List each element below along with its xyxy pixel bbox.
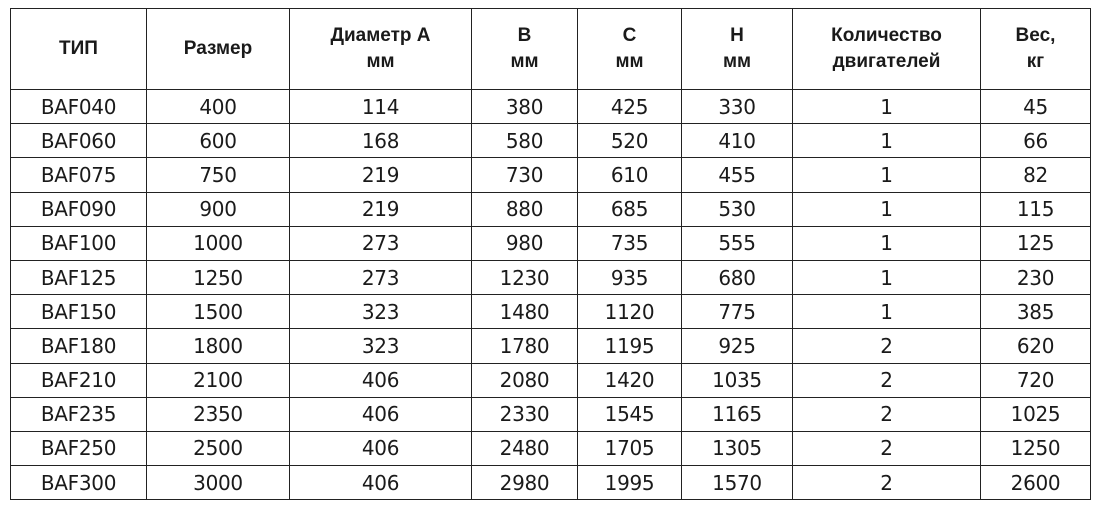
cell-weight: 720 <box>981 363 1091 397</box>
table-row <box>11 363 1091 397</box>
cell-diameter-a: 273 <box>290 260 472 294</box>
header-type <box>11 9 147 90</box>
cell-size: 750 <box>147 158 290 192</box>
cell-motor-count: 1 <box>793 158 981 192</box>
table-row <box>11 260 1091 294</box>
cell-c: 1545 <box>578 397 682 431</box>
cell-type: BAF150 <box>11 295 147 329</box>
header-unit: мм <box>510 51 539 72</box>
cell-type: BAF235 <box>11 397 147 431</box>
cell-diameter-a: 323 <box>290 295 472 329</box>
table-row <box>11 295 1091 329</box>
cell-weight: 1025 <box>981 397 1091 431</box>
header-label: H <box>730 25 744 46</box>
table-header <box>11 9 1091 90</box>
table-row <box>11 158 1091 192</box>
cell-c: 520 <box>578 124 682 158</box>
cell-motor-count: 2 <box>793 363 981 397</box>
cell-diameter-a: 219 <box>290 192 472 226</box>
header-h <box>682 9 793 90</box>
cell-b: 1480 <box>472 295 578 329</box>
cell-motor-count: 1 <box>793 90 981 124</box>
cell-type: BAF100 <box>11 226 147 260</box>
header-c <box>578 9 682 90</box>
header-label: B <box>517 25 532 46</box>
cell-h: 1035 <box>682 363 793 397</box>
cell-type: BAF090 <box>11 192 147 226</box>
cell-motor-count: 1 <box>793 124 981 158</box>
cell-h: 1165 <box>682 397 793 431</box>
cell-motor-count: 2 <box>793 397 981 431</box>
table-row <box>11 466 1091 500</box>
cell-h: 530 <box>682 192 793 226</box>
cell-motor-count: 2 <box>793 329 981 363</box>
cell-type: BAF060 <box>11 124 147 158</box>
header-label: ТИП <box>59 38 98 59</box>
cell-size: 1500 <box>147 295 290 329</box>
specifications-table <box>10 8 1091 500</box>
cell-diameter-a: 168 <box>290 124 472 158</box>
cell-size: 900 <box>147 192 290 226</box>
cell-h: 680 <box>682 260 793 294</box>
cell-b: 880 <box>472 192 578 226</box>
cell-b: 730 <box>472 158 578 192</box>
cell-c: 1995 <box>578 466 682 500</box>
cell-weight: 385 <box>981 295 1091 329</box>
cell-size: 1800 <box>147 329 290 363</box>
cell-c: 1195 <box>578 329 682 363</box>
cell-b: 2480 <box>472 431 578 465</box>
header-b <box>472 9 578 90</box>
cell-b: 1230 <box>472 260 578 294</box>
cell-motor-count: 2 <box>793 431 981 465</box>
cell-diameter-a: 323 <box>290 329 472 363</box>
cell-h: 1570 <box>682 466 793 500</box>
cell-weight: 2600 <box>981 466 1091 500</box>
cell-type: BAF125 <box>11 260 147 294</box>
cell-b: 580 <box>472 124 578 158</box>
cell-diameter-a: 406 <box>290 466 472 500</box>
cell-size: 3000 <box>147 466 290 500</box>
cell-size: 1250 <box>147 260 290 294</box>
cell-motor-count: 1 <box>793 295 981 329</box>
table-body <box>11 90 1091 500</box>
cell-h: 555 <box>682 226 793 260</box>
cell-type: BAF210 <box>11 363 147 397</box>
table-row <box>11 226 1091 260</box>
cell-type: BAF300 <box>11 466 147 500</box>
table-row <box>11 431 1091 465</box>
cell-motor-count: 1 <box>793 226 981 260</box>
header-row <box>11 9 1091 90</box>
cell-diameter-a: 406 <box>290 397 472 431</box>
header-unit: кг <box>1026 51 1045 72</box>
cell-weight: 115 <box>981 192 1091 226</box>
header-label: Диаметр А <box>330 25 431 46</box>
cell-h: 1305 <box>682 431 793 465</box>
header-label: Вес, <box>1015 25 1056 46</box>
cell-motor-count: 2 <box>793 466 981 500</box>
cell-diameter-a: 406 <box>290 363 472 397</box>
header-unit: двигателей <box>832 51 941 72</box>
cell-diameter-a: 406 <box>290 431 472 465</box>
header-label: Количество <box>831 25 942 46</box>
cell-c: 735 <box>578 226 682 260</box>
cell-weight: 82 <box>981 158 1091 192</box>
cell-c: 1120 <box>578 295 682 329</box>
cell-size: 2350 <box>147 397 290 431</box>
cell-c: 1420 <box>578 363 682 397</box>
cell-h: 775 <box>682 295 793 329</box>
cell-weight: 1250 <box>981 431 1091 465</box>
cell-c: 425 <box>578 90 682 124</box>
cell-h: 330 <box>682 90 793 124</box>
cell-diameter-a: 219 <box>290 158 472 192</box>
header-unit: мм <box>366 51 395 72</box>
cell-b: 1780 <box>472 329 578 363</box>
cell-b: 2980 <box>472 466 578 500</box>
header-label: Размер <box>183 38 253 59</box>
cell-type: BAF040 <box>11 90 147 124</box>
table-row <box>11 397 1091 431</box>
cell-size: 2500 <box>147 431 290 465</box>
header-diameter-a <box>290 9 472 90</box>
cell-weight: 125 <box>981 226 1091 260</box>
cell-h: 455 <box>682 158 793 192</box>
header-size <box>147 9 290 90</box>
header-motor-count <box>793 9 981 90</box>
cell-size: 600 <box>147 124 290 158</box>
cell-diameter-a: 114 <box>290 90 472 124</box>
table-row <box>11 192 1091 226</box>
cell-size: 1000 <box>147 226 290 260</box>
cell-c: 610 <box>578 158 682 192</box>
cell-b: 2080 <box>472 363 578 397</box>
cell-weight: 230 <box>981 260 1091 294</box>
cell-c: 935 <box>578 260 682 294</box>
header-weight <box>981 9 1091 90</box>
cell-weight: 620 <box>981 329 1091 363</box>
cell-h: 410 <box>682 124 793 158</box>
cell-weight: 45 <box>981 90 1091 124</box>
cell-c: 685 <box>578 192 682 226</box>
cell-c: 1705 <box>578 431 682 465</box>
cell-weight: 66 <box>981 124 1091 158</box>
cell-motor-count: 1 <box>793 260 981 294</box>
cell-size: 400 <box>147 90 290 124</box>
cell-b: 980 <box>472 226 578 260</box>
header-unit: мм <box>722 51 752 72</box>
cell-type: BAF075 <box>11 158 147 192</box>
cell-diameter-a: 273 <box>290 226 472 260</box>
header-unit: мм <box>615 51 644 72</box>
table-row <box>11 90 1091 124</box>
cell-motor-count: 1 <box>793 192 981 226</box>
cell-size: 2100 <box>147 363 290 397</box>
table-row <box>11 329 1091 363</box>
cell-b: 2330 <box>472 397 578 431</box>
header-label: C <box>622 25 637 46</box>
cell-h: 925 <box>682 329 793 363</box>
table-row <box>11 124 1091 158</box>
cell-type: BAF250 <box>11 431 147 465</box>
cell-type: BAF180 <box>11 329 147 363</box>
cell-b: 380 <box>472 90 578 124</box>
